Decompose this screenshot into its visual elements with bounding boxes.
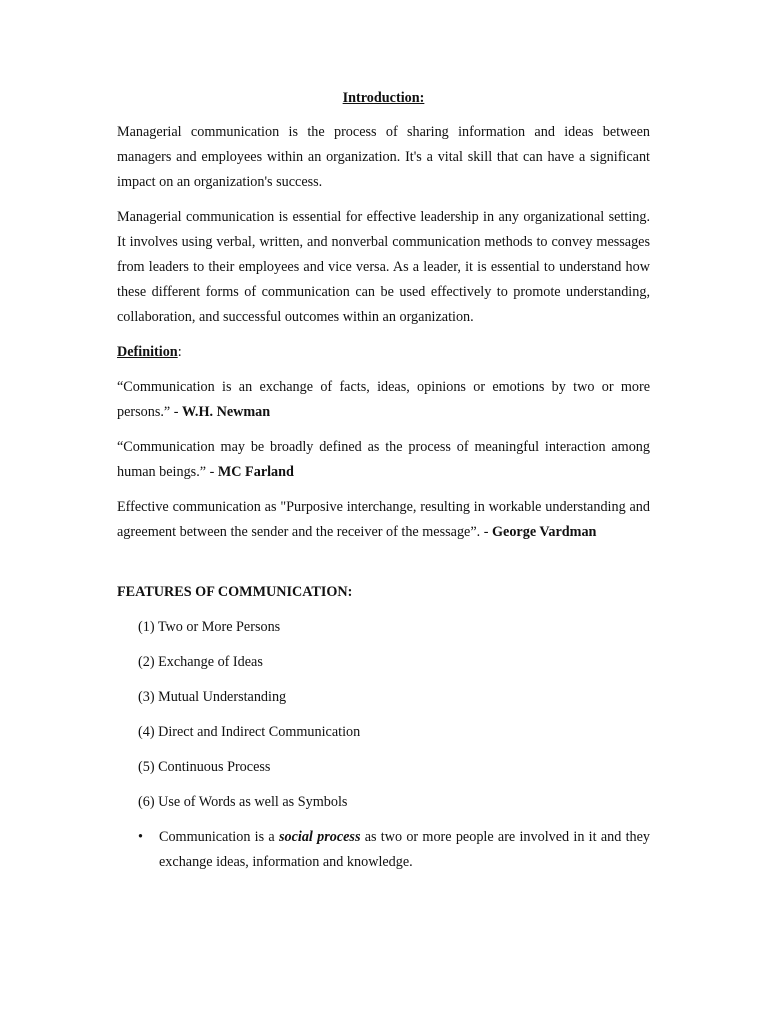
list-item: (5) Continuous Process bbox=[138, 759, 271, 775]
intro-heading: Introduction: bbox=[342, 90, 425, 106]
quote-author: MC Farland bbox=[217, 464, 294, 480]
intro-paragraph-2: Managerial communication is essential for effective leadership in any organizational setting. It involves using verbal, written, and nonverbal communication methods to convey messages from leaders to their employees and vice versa. As a leader, it is essential to understand how these different forms of communication can be used effectively to promote understanding, collaboration, and successful outcomes within an organization. bbox=[117, 209, 650, 325]
bullet-icon: • bbox=[138, 829, 143, 845]
definition-quote-2 bbox=[117, 435, 650, 485]
list-item: (3) Mutual Understanding bbox=[138, 689, 287, 705]
definition-heading-colon: : bbox=[177, 344, 182, 360]
definition-quote-3 bbox=[117, 495, 650, 545]
list-item: (4) Direct and Indirect Communication bbox=[138, 724, 361, 740]
definition-heading-line bbox=[117, 340, 650, 365]
bullet-text-before: Communication is a bbox=[159, 829, 279, 845]
quote-text: “Communication may be broadly defined as the process of meaningful interaction among human beings.” - bbox=[117, 439, 650, 480]
definition-heading: Definition bbox=[117, 344, 178, 360]
definition-quote-1 bbox=[117, 375, 650, 425]
bullet-item bbox=[117, 825, 650, 875]
bullet-text-after: as two or more people are involved in it and they exchange ideas, information and knowledge. bbox=[159, 829, 650, 870]
quote-text: Effective communication as "Purposive interchange, resulting in workable understanding and agreement between the sender and the receiver of the message”. - bbox=[117, 499, 650, 540]
bullet-emphasis: social process bbox=[278, 829, 361, 845]
features-heading: FEATURES OF COMMUNICATION: bbox=[117, 584, 353, 600]
list-item: (1) Two or More Persons bbox=[138, 619, 281, 635]
quote-author: W.H. Newman bbox=[182, 404, 271, 420]
quote-text: “Communication is an exchange of facts, ideas, opinions or emotions by two or more persons.” - bbox=[117, 379, 650, 420]
intro-paragraph-1: Managerial communication is the process of sharing information and ideas between managers and employees within an organization. It's a vital skill that can have a significant impact on an organization's success. bbox=[117, 124, 650, 190]
features-list bbox=[117, 615, 650, 815]
document-page bbox=[117, 86, 650, 875]
quote-author: George Vardman bbox=[492, 524, 597, 540]
list-item: (6) Use of Words as well as Symbols bbox=[138, 794, 348, 810]
list-item: (2) Exchange of Ideas bbox=[138, 654, 263, 670]
